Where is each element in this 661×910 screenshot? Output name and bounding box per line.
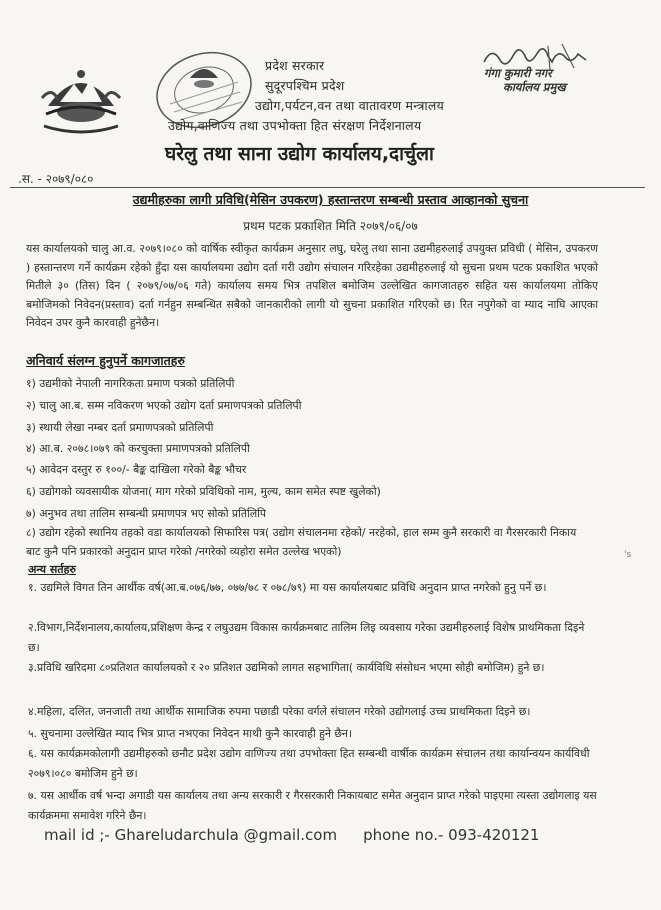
- condition-item: ३.प्रविधि खरिदमा ८०प्रतिशत कार्यालयको र २० प्रतिशत उद्यमिको लागत सहभागिता( कार्यविधि संसोधन भएमा सोही बमोजिम) हुने छ।: [28, 661, 545, 674]
- province-name: सुदूरपश्चिम प्रदेश: [265, 78, 345, 93]
- ministry-name: उद्योग,पर्यटन,वन तथा वातावरण मन्त्रालय: [255, 98, 444, 113]
- signatory-name: गंगा कुमारी नगर: [484, 66, 552, 80]
- government-emblem: [38, 66, 124, 138]
- other-conditions-heading: अन्य सर्तहरु: [28, 563, 76, 576]
- condition-item: ६. यस कार्यक्रमकोलागी उद्यमीहरुको छनौट प्रदेश उद्योग वाणिज्य तथा उपभोक्ता हित सम्बन्धी वार्षीक कार्यक्रम संचालन तथा कार्यान्वयन कार्यविधी २०७९।०८० बमोजिम हुने छ।: [28, 747, 590, 780]
- contact-email: mail id ;- Ghareludarchula @gmail.com: [44, 826, 338, 844]
- contact-phone: phone no.- 093-420121: [363, 826, 540, 844]
- required-doc-item: ८) उद्योग रहेको स्थानिय तहको वडा कार्यालयको सिफारिस पत्र( उद्योग संचालनमा रहेको/ नरहेको, हाल सम्म कुनै सरकारी वा गैरसरकारी निकाय बाट कुनै पनि प्रकारको अनुदान प्राप्त गरेको /नगरेको व्यहोरा समेत उल्लेख भएको): [26, 526, 577, 558]
- required-doc-item: ३) स्थायी लेखा नम्बर दर्ता प्रमाणपत्रको प्रतिलिपी: [26, 421, 214, 434]
- margin-mark: 's: [624, 550, 632, 560]
- condition-item: ४.महिला, दलित, जनजाती तथा आर्थीक सामाजिक रुपमा पछाडी परेका वर्गले संचालन गरेको उद्योगलाई उच्च प्राथमिकता दिइने छ।: [28, 705, 531, 718]
- signatory-title: कार्यालय प्रमुख: [503, 80, 566, 94]
- reference-number: .स. - २०७९/०८०: [18, 172, 94, 186]
- condition-item: १. उद्यमिले विगत तिन आर्थीक वर्ष(आ.ब.०७६/७७, ०७७/७८ र ०७८/७९) मा यस कार्यालयबाट प्रविधि अनुदान प्राप्त नगरेको हुनु पर्ने छ।: [28, 581, 547, 594]
- publication-date: प्रथम पटक प्रकाशित मिति २०७९/०६/०७: [243, 219, 418, 233]
- condition-item: ७. यस आर्थीक वर्ष भन्दा अगाडी यस कार्यालय तथा अन्य सरकारी र गैरसरकारी निकायबाट समेत अनुदान प्राप्त गरेको पाइएमा त्यस्ता उद्योगलाइ यस कार्यक्रममा समावेश गरिने छैन।: [28, 789, 597, 822]
- contact-footer: [44, 826, 539, 844]
- required-docs-heading: अनिवार्य संलग्न हुनुपर्ने कागजातहरु: [26, 353, 185, 368]
- header-divider: [10, 187, 645, 188]
- required-doc-item: २) चालु आ.ब. सम्म नविकरण भएको उद्योग दर्ता प्रमाणपत्रको प्रतिलिपी: [26, 399, 302, 412]
- notice-title-text: उद्यमीहरुका लागी प्रविधि(मेसिन उपकरण) हस्तान्तरण सम्बन्धी प्रस्ताव आव्हानको सुचना: [132, 192, 529, 207]
- notice-title: [0, 191, 661, 208]
- condition-item: २.विभाग,निर्देशनालय,कार्यालय,प्रशिक्षण केन्द्र र लघुउद्यम विकास कार्यक्रमबाट तालिम लिइ व्यवसाय गरेका उद्यमीहरुलाई विशेष प्राथमिकता दिइने छ।: [28, 621, 585, 654]
- required-doc-item: ४) आ.ब. २०७८।०७९ को करचुक्ता प्रमाणपत्रको प्रतिलिपी: [26, 442, 250, 455]
- required-doc-item: १) उद्यमीको नेपाली नागरिकता प्रमाण पत्रको प्रतिलिपी: [26, 377, 235, 390]
- directorate-name: उद्योग,वाणिज्य तथा उपभोक्ता हित संरक्षण निर्देशनालय: [168, 118, 422, 133]
- condition-item: ५. सुचनामा उल्लेखित म्याद भित्र प्राप्त नभएका निवेदन माथी कुनै कारवाही हुने छैन।: [28, 727, 352, 740]
- government-name: प्रदेश सरकार: [265, 58, 325, 73]
- required-doc-item: ७) अनुभव तथा तालिम सम्बन्धी प्रमाणपत्र भए सोको प्रतिलिपि: [26, 507, 267, 520]
- required-doc-item: ६) उद्योगको व्यवसायीक योजना( माग गरेको प्रविधिको नाम, मुल्य, काम समेत स्पष्ट खुलेको): [26, 485, 381, 498]
- office-name: घरेलु तथा साना उद्योग कार्यालय,दार्चुला: [165, 143, 434, 165]
- notice-body: यस कार्यालयको चालु आ.व. २०७९।०८० को वार्षिक स्वीकृत कार्यक्रम अनुसार लघु, घरेलु तथा साना उद्यमीहरुलाई उपयुक्त प्रविधी ( मेसिन, उपकरण ) हस्तान्तरण गर्ने कार्यक्रम रहेको हुँदा यस कार्यालयमा उद्योग दर्ता गरी उद्योग संचालन गरिरहेका उद्यमीहरुलाई यो सुचना प्रथम पटक प्रकाशित भएको मितीले ३० (तिस) दिन ( २०७९/०७/०६ गते) कार्यालय समय भित्र तपशिल बमोजिम उल्लेखित कागजातहरु सहित यस कार्यालयमा तोकिए बमोजिमको निवेदन(प्रस्ताव) दर्ता गर्नहुन सम्बन्धित सबैको जानकारीको लागी यो सुचना प्रकाशित गरिएको छ। रित नपुगेको वा म्याद नाघि आएका निवेदन उपर कुनै कारवाही हुनेछैन।: [26, 242, 598, 330]
- required-doc-item: ५) आवेदन दस्तुर रु १००/- बैङ्क दाखिला गरेको बैङ्क भौचर: [26, 463, 247, 476]
